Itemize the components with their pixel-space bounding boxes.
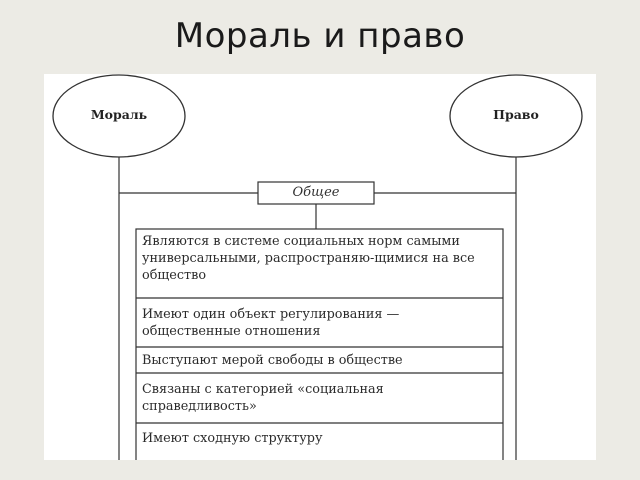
- diagram-panel: [44, 74, 596, 460]
- common-label: Общее: [292, 185, 340, 200]
- table-row-2: Имеют один объект регулирования — общественные отношения: [142, 307, 400, 339]
- slide-title: Мораль и право: [174, 16, 466, 56]
- table-row-1: Являются в системе социальных норм самыми универсальными, распространяю-щимися на все общество: [142, 234, 475, 283]
- left-node-label: Мораль: [90, 107, 148, 122]
- table-row-3: Выступают мерой свободы в обществе: [142, 353, 403, 368]
- right-node-label: Право: [493, 107, 539, 122]
- table-row-4: Связаны с категорией «социальная справедливость»: [142, 382, 384, 414]
- table-row-5: Имеют сходную структуру: [142, 431, 323, 446]
